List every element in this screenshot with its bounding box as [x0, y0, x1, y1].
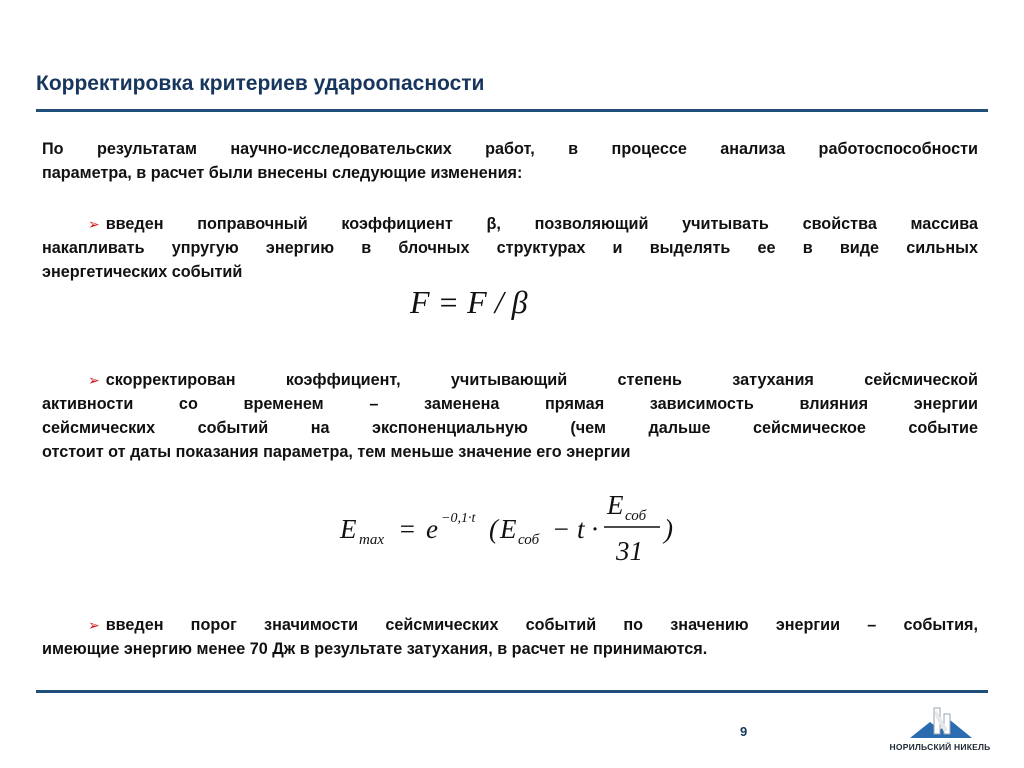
bullet-1-line: энергетических событий	[42, 263, 243, 281]
formula-emax	[340, 490, 700, 581]
exponent: −0,1·t	[441, 511, 476, 526]
logo-text: НОРИЛЬСКИЙ НИКЕЛЬ	[889, 742, 991, 752]
arrow-bullet-icon: ➢	[88, 216, 100, 232]
bullet-3-line: введен порог значимости сейсмических событий по значению энергии – события,	[105, 616, 978, 634]
bullet-1	[42, 212, 978, 284]
frac-denominator: 31	[616, 536, 643, 566]
bullet-1-line: накапливать упругую энергию в блочных структурах и выделять ее в виде сильных	[42, 239, 978, 257]
bullet-2-line: скорректирован коэффициент, учитывающий степень затухания сейсмической	[105, 371, 978, 389]
frac-numerator-subscript: соб	[625, 508, 647, 524]
frac-numerator: E	[607, 490, 624, 520]
equals-sign: =	[398, 514, 417, 544]
emax-symbol: E	[340, 514, 357, 544]
bullet-2-line: активности со временем – заменена прямая зависимость влияния энергии	[42, 395, 978, 413]
close-paren: )	[664, 514, 673, 544]
formula-f-beta: F = F / β	[410, 284, 528, 320]
e-sob-subscript: соб	[518, 532, 540, 548]
arrow-bullet-icon: ➢	[88, 372, 100, 388]
open-paren: (	[489, 514, 498, 544]
e-sob-symbol: E	[500, 514, 517, 544]
intro-line: параметра, в расчет были внесены следующие изменения:	[42, 164, 523, 182]
slide-title: Корректировка критериев удароопасности	[36, 72, 485, 95]
intro-paragraph	[42, 137, 978, 185]
page-number: 9	[740, 724, 748, 739]
footer-divider	[36, 690, 988, 693]
title-divider	[36, 109, 988, 112]
arrow-bullet-icon: ➢	[88, 617, 100, 633]
bullet-2-line: сейсмических событий на экспоненциальную (чем дальше сейсмическое событие	[42, 419, 978, 437]
bullet-3-line: имеющие энергию менее 70 Дж в результате затухания, в расчет не принимаются.	[42, 640, 708, 658]
intro-line: По результатам научно-исследовательских работ, в процессе анализа работоспособности	[42, 140, 978, 158]
bullet-3	[42, 613, 978, 661]
minus-t: − t ·	[552, 514, 598, 544]
bullet-2	[42, 368, 978, 464]
emax-subscript: max	[359, 532, 384, 548]
bullet-2-line: отстоит от даты показания параметра, тем меньше значение его энергии	[42, 443, 631, 461]
bullet-1-line: введен поправочный коэффициент β, позволяющий учитывать свойства массива	[105, 215, 978, 233]
exp-base: e	[426, 514, 438, 544]
